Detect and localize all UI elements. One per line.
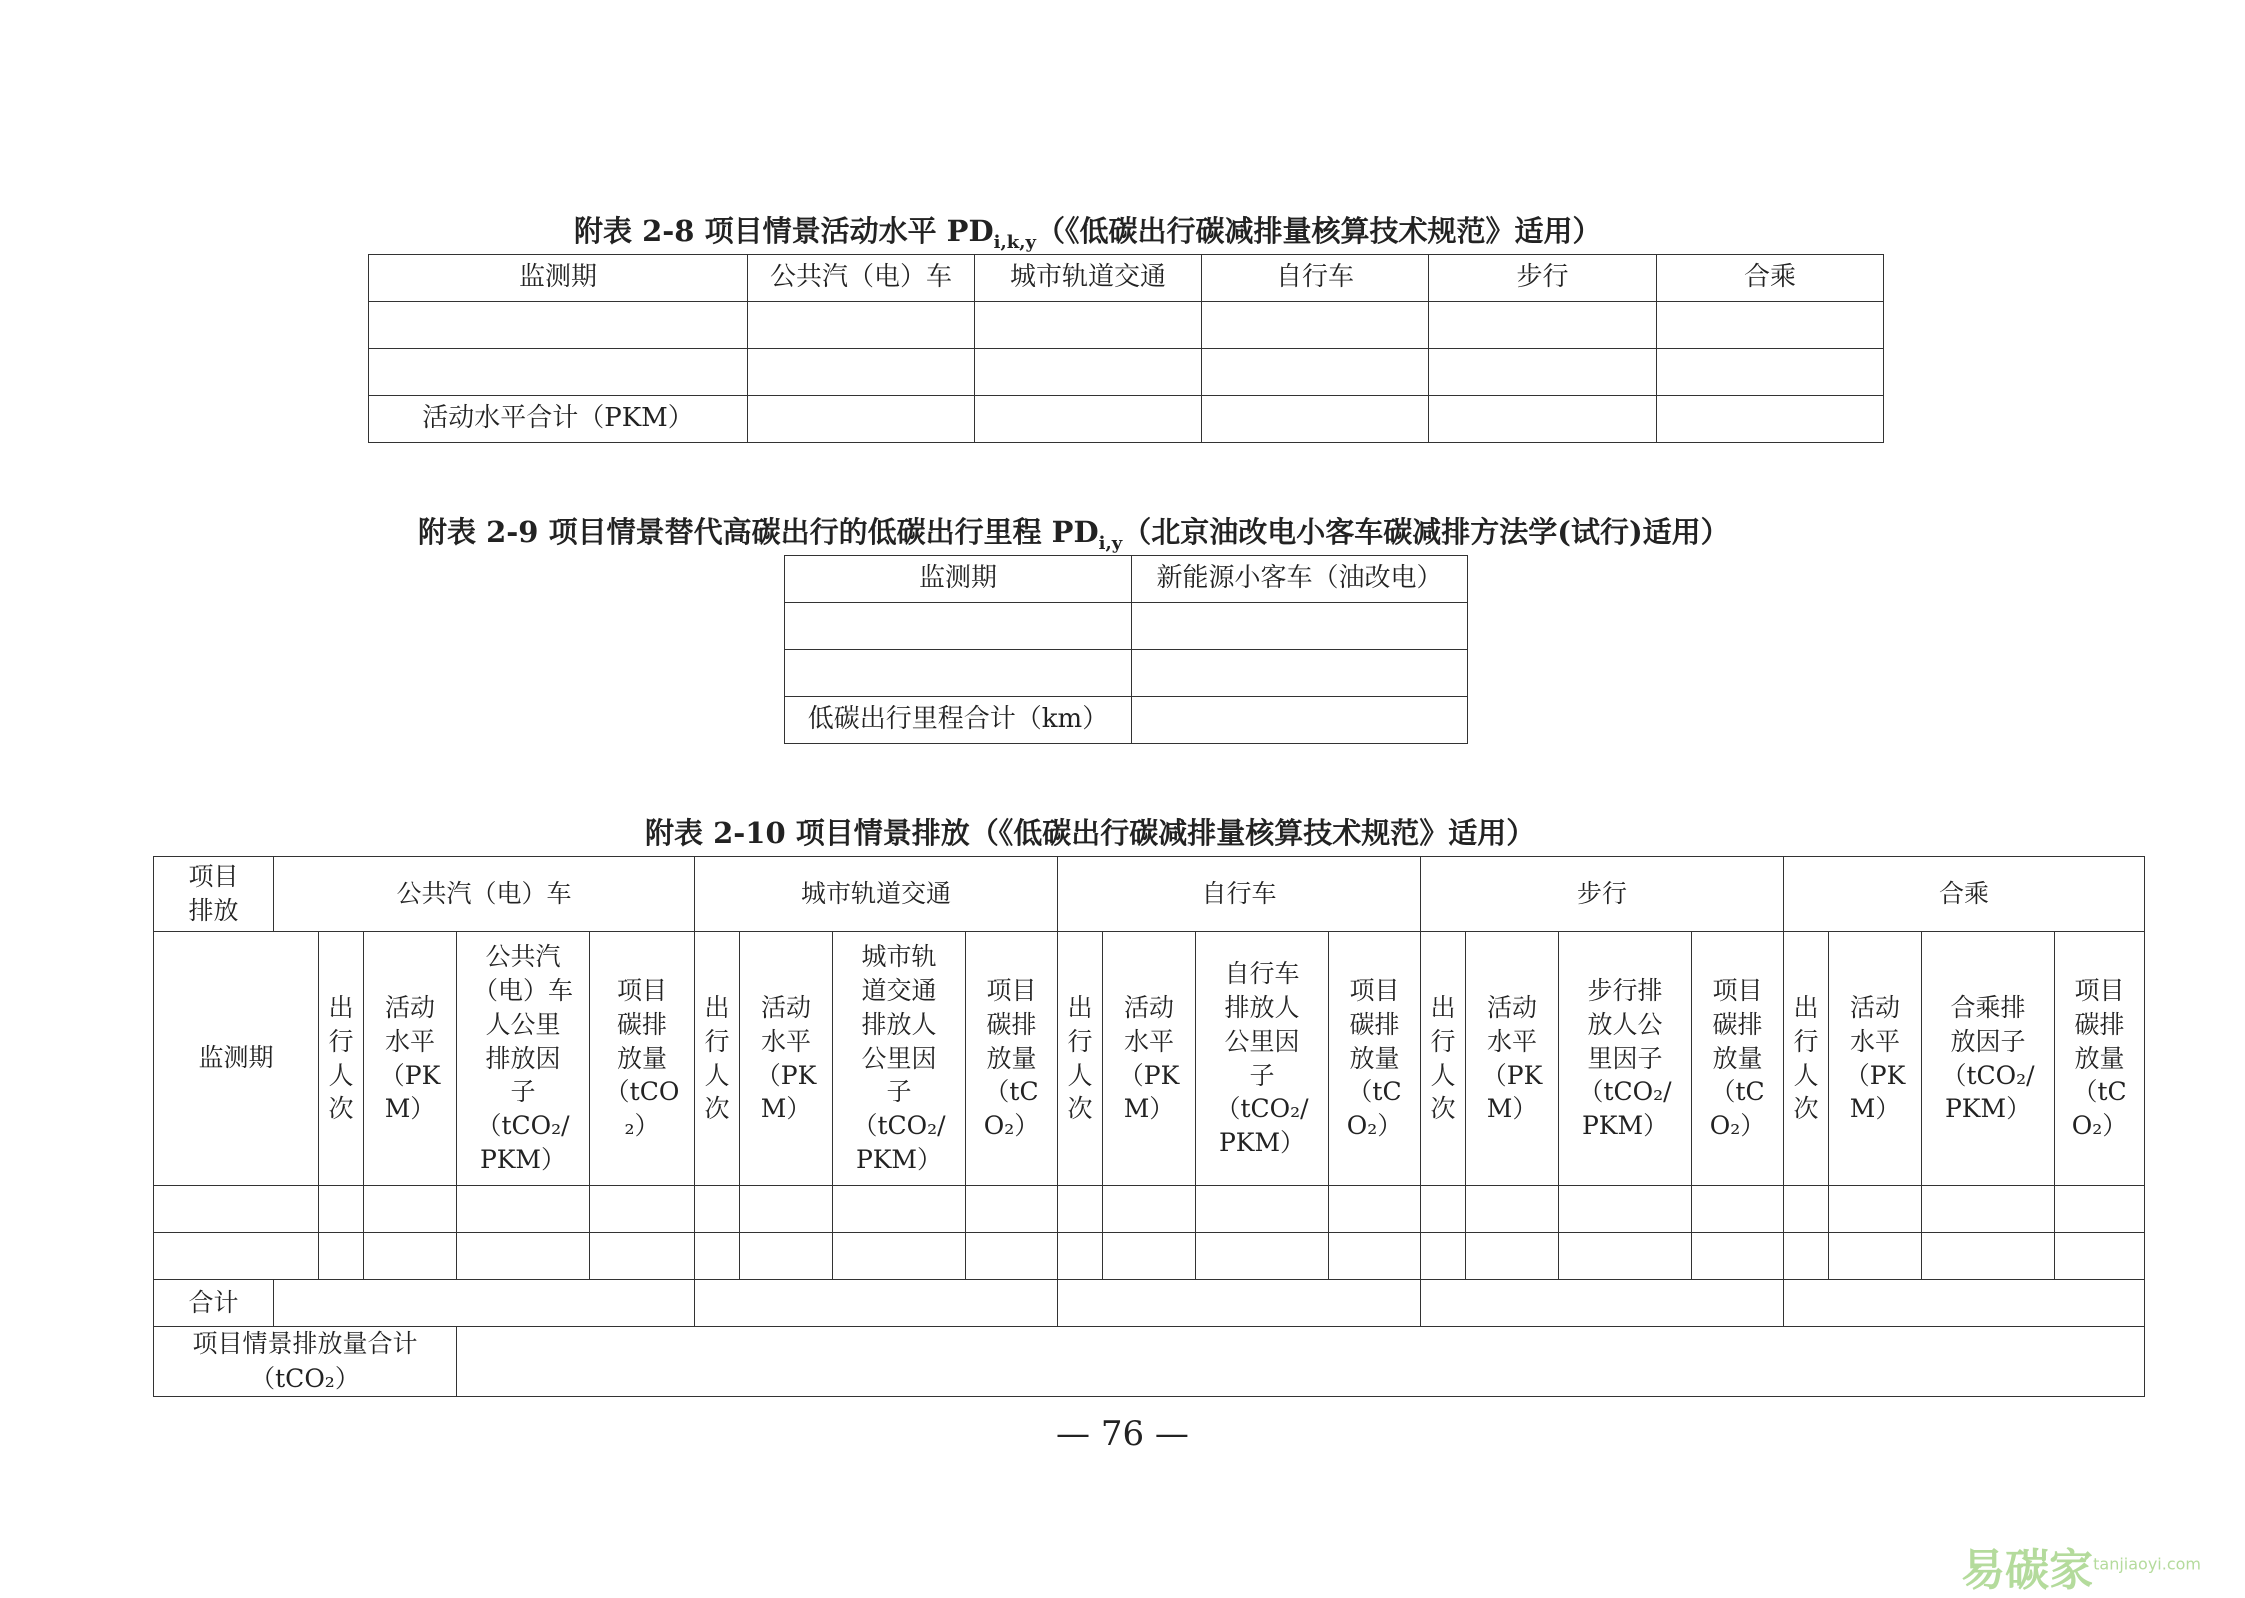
- trips-header: [319, 932, 364, 1186]
- trips-header: [1421, 932, 1466, 1186]
- table-row: [785, 603, 1468, 650]
- activity-header: [1466, 932, 1559, 1186]
- activity-label: 活动 水平 （PK M）: [1844, 993, 1906, 1124]
- header-cell: 自行车: [1202, 255, 1429, 302]
- factor-label: 步行排 放人公 里因子 （tCO₂/ PKM）: [1578, 976, 1672, 1141]
- sum-label: 合计: [154, 1280, 274, 1327]
- factor-label: 城市轨 道交通 排放人 公里因 子 （tCO₂/ PKM）: [852, 942, 946, 1174]
- total-label: 活动水平合计（PKM）: [369, 396, 748, 443]
- table-2-9-title: [418, 515, 1730, 554]
- emission-label: 项目 碳排 放量 （tCO ₂）: [604, 976, 680, 1141]
- emission-header: [2055, 932, 2145, 1186]
- trips-header: [695, 932, 740, 1186]
- page-number: — 76 —: [1056, 1414, 1189, 1454]
- period-label: 监测期: [154, 932, 319, 1186]
- title-main: 附表 2-8 项目情景活动水平 PD: [574, 214, 994, 248]
- watermark-text: 易碳家: [1961, 1545, 2094, 1596]
- activity-label: 活动 水平 （PK M）: [1481, 993, 1543, 1124]
- table-row: [154, 1233, 2145, 1280]
- factor-header: [1922, 932, 2055, 1186]
- watermark-domain: tanjiaoyi.com: [2093, 1554, 2201, 1574]
- title-suffix: （北京油改电小客车碳减排方法学(试行)适用）: [1122, 515, 1730, 549]
- table-2-9: [784, 555, 1468, 744]
- emission-header: [966, 932, 1058, 1186]
- header-cell: 监测期: [369, 255, 748, 302]
- total-label: 低碳出行里程合计（km）: [785, 697, 1132, 744]
- factor-header: [1196, 932, 1329, 1186]
- factor-header: [833, 932, 966, 1186]
- table-row: [369, 302, 1884, 349]
- corner-label: 项目 排放: [188, 862, 239, 925]
- factor-label: 自行车 排放人 公里因 子 （tCO₂/ PKM）: [1215, 959, 1309, 1157]
- emission-header: [1329, 932, 1421, 1186]
- factor-label: 公共汽 （电）车 人公里 排放因 子 （tCO₂/ PKM）: [472, 942, 573, 1174]
- activity-header: [364, 932, 457, 1186]
- table-2-10-title: 附表 2-10 项目情景排放（《低碳出行碳减排量核算技术规范》适用）: [645, 816, 1536, 850]
- trips-label: 出 行 人 次: [704, 993, 730, 1124]
- trips-header: [1784, 932, 1829, 1186]
- table-2-8: [368, 254, 1884, 443]
- emission-header: [590, 932, 695, 1186]
- trips-label: 出 行 人 次: [1067, 993, 1093, 1124]
- group-header-walk: 步行: [1421, 857, 1784, 932]
- title-subscript: i,y: [1098, 532, 1123, 554]
- activity-label: 活动 水平 （PK M）: [755, 993, 817, 1124]
- emission-label: 项目 碳排 放量 （tC O₂）: [1346, 976, 1403, 1141]
- table-row: [369, 349, 1884, 396]
- grand-total-row: [154, 1327, 2145, 1397]
- trips-label: 出 行 人 次: [328, 993, 354, 1124]
- watermark-logo: [1961, 1534, 2201, 1598]
- trips-label: 出 行 人 次: [1793, 993, 1819, 1124]
- sum-row: [154, 1280, 2145, 1327]
- header-cell: 步行: [1429, 255, 1657, 302]
- activity-label: 活动 水平 （PK M）: [1118, 993, 1180, 1124]
- activity-header: [1829, 932, 1922, 1186]
- emission-label: 项目 碳排 放量 （tC O₂）: [983, 976, 1040, 1141]
- emission-label: 项目 碳排 放量 （tC O₂）: [2071, 976, 2128, 1141]
- table-row: [154, 1186, 2145, 1233]
- activity-header: [740, 932, 833, 1186]
- group-header-carpool: 合乘: [1784, 857, 2145, 932]
- table-2-8-title: [574, 214, 1602, 253]
- group-header-bike: 自行车: [1058, 857, 1421, 932]
- grand-total-label: 项目情景排放量合计（tCO₂）: [154, 1327, 457, 1397]
- group-header-bus: 公共汽（电）车: [274, 857, 695, 932]
- factor-header: [1559, 932, 1692, 1186]
- sub-header-row: [154, 932, 2145, 1186]
- header-cell: 监测期: [785, 556, 1132, 603]
- title-suffix: （《低碳出行碳减排量核算技术规范》适用）: [1035, 214, 1602, 248]
- title-main: 附表 2-9 项目情景替代高碳出行的低碳出行里程 PD: [418, 515, 1099, 549]
- activity-label: 活动 水平 （PK M）: [379, 993, 441, 1124]
- activity-header: [1103, 932, 1196, 1186]
- table-2-10: [153, 856, 2145, 1397]
- header-cell: 公共汽（电）车: [748, 255, 975, 302]
- header-cell: 合乘: [1657, 255, 1884, 302]
- header-cell: 城市轨道交通: [975, 255, 1202, 302]
- factor-header: [457, 932, 590, 1186]
- emission-label: 项目 碳排 放量 （tC O₂）: [1709, 976, 1766, 1141]
- group-header-rail: 城市轨道交通: [695, 857, 1058, 932]
- corner-cell: [154, 857, 274, 932]
- trips-label: 出 行 人 次: [1430, 993, 1456, 1124]
- header-cell: 新能源小客车（油改电）: [1132, 556, 1468, 603]
- emission-header: [1692, 932, 1784, 1186]
- title-subscript: i,k,y: [993, 231, 1036, 253]
- trips-header: [1058, 932, 1103, 1186]
- factor-label: 合乘排 放因子 （tCO₂/ PKM）: [1941, 993, 2035, 1124]
- table-row: [785, 650, 1468, 697]
